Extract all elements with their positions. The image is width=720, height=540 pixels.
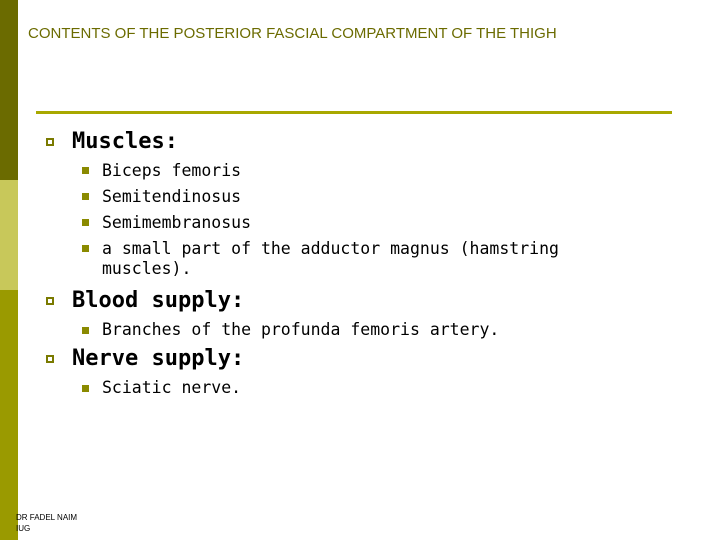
section-heading-nerve-supply: Nerve supply: [72, 346, 245, 371]
side-accent-bar-middle [0, 180, 18, 290]
side-accent-bar-bottom [0, 290, 18, 540]
slide-title: CONTENTS OF THE POSTERIOR FASCIAL COMPARTMENT OF THE THIGH [28, 25, 557, 42]
list-item: a small part of the adductor magnus (hamstring muscles). [102, 239, 559, 278]
list-item: Sciatic nerve. [102, 378, 242, 397]
list-item: Biceps femoris [102, 161, 242, 180]
item-bullet [82, 193, 89, 200]
footer-author: DR FADEL NAIM [16, 513, 78, 522]
item-bullet [82, 245, 89, 252]
author-footer [16, 512, 77, 534]
title-divider [36, 111, 672, 114]
section-heading-blood-supply: Blood supply: [72, 288, 245, 313]
item-bullet [82, 167, 89, 174]
section-bullet-nerve-supply [46, 355, 54, 363]
item-bullet [82, 327, 89, 334]
section-bullet-blood-supply [46, 297, 54, 305]
section-heading-muscles: Muscles: [72, 129, 178, 154]
item-bullet [82, 219, 89, 226]
section-bullet-muscles [46, 138, 54, 146]
item-bullet [82, 385, 89, 392]
list-item: Branches of the profunda femoris artery. [102, 320, 500, 339]
footer-institution: IUG [16, 524, 31, 533]
list-item: Semitendinosus [102, 187, 242, 206]
list-item: Semimembranosus [102, 213, 252, 232]
side-accent-bar-top [0, 0, 18, 180]
